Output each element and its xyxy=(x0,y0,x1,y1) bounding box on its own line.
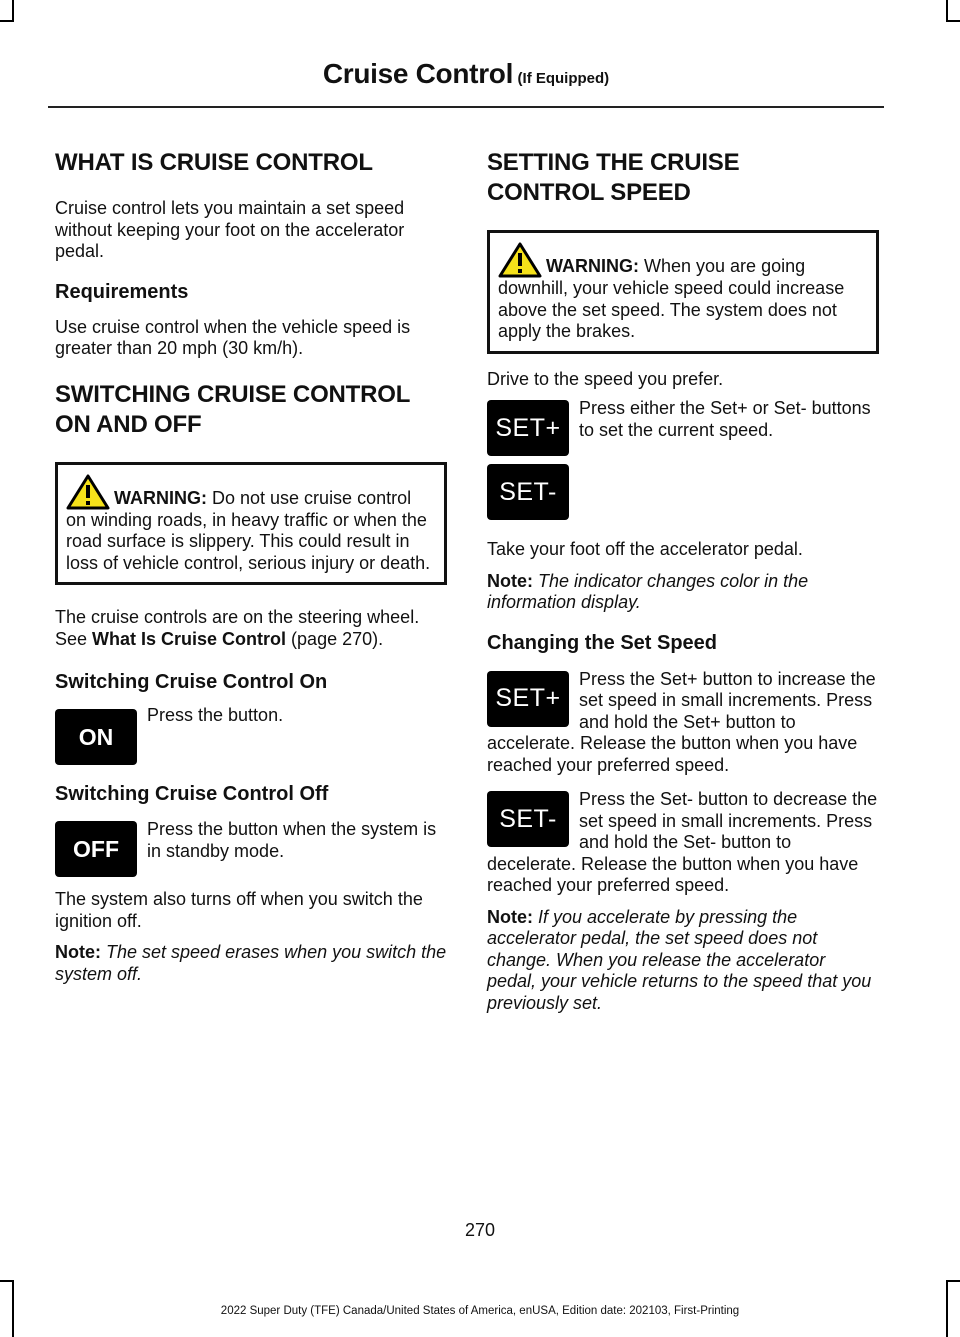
plus-text-content: Press the Set+ button to increase the set speed in small increments. Press and hold the Set+ button to accelerate. Release the button when you have reached your preferred speed. xyxy=(487,668,876,775)
right-column xyxy=(487,148,879,1014)
warning-box xyxy=(55,462,447,586)
note xyxy=(487,571,879,614)
requirements-text: Use cruise control when the vehicle speed is greater than 20 mph (30 km/h). xyxy=(55,316,411,358)
off-text: Press the button when the system is in standby mode. xyxy=(147,819,437,861)
note-label: Note: xyxy=(487,570,533,591)
left-column xyxy=(55,148,447,985)
ignition-text: The system also turns off when you switch the ignition off. xyxy=(55,889,423,931)
warning-label: WARNING: xyxy=(114,487,207,508)
warning-label: WARNING: xyxy=(546,256,639,276)
set-plus-row xyxy=(487,669,879,777)
set-minus-button-icon: SET- xyxy=(487,791,569,847)
drive-text: Drive to the speed you prefer. xyxy=(487,368,724,389)
crop-mark xyxy=(0,20,14,22)
switching-off-heading: Switching Cruise Control Off xyxy=(55,783,329,805)
crop-mark xyxy=(946,20,960,22)
section-heading-what-is: WHAT IS CRUISE CONTROL xyxy=(55,149,373,176)
minus-text-content: Press the Set- button to decrease the set speed in small increments. Press and hold the Set- button to decelerate. Release the button when you have reached your preferred speed. xyxy=(487,789,878,895)
crop-mark xyxy=(946,1280,960,1282)
section-heading-switching xyxy=(55,380,447,440)
setting-heading-line2: CONTROL SPEED xyxy=(487,179,691,206)
set-plus-button-icon: SET+ xyxy=(487,400,569,456)
page-subtitle: (If Equipped) xyxy=(517,70,610,87)
setting-heading-line1: SETTING THE CRUISE xyxy=(487,149,740,176)
requirements-heading: Requirements xyxy=(55,280,189,303)
on-button-icon: ON xyxy=(55,709,137,765)
set-buttons-row xyxy=(487,398,879,522)
crop-mark xyxy=(12,0,14,22)
warning-triangle-icon xyxy=(498,242,542,278)
note-text: If you accelerate by pressing the accelerator pedal, the set speed does not change. When you release the accelerator pedal, your vehicle returns to the speed that you previously set. xyxy=(487,906,872,1013)
what-is-text: Cruise control lets you maintain a set speed without keeping your foot on the accelerator pedal. xyxy=(55,198,405,261)
page-title: Cruise Control xyxy=(322,58,514,89)
set-minus-button-icon: SET- xyxy=(487,464,569,520)
switching-on-heading: Switching Cruise Control On xyxy=(55,671,328,693)
note xyxy=(55,942,447,985)
note-label: Note: xyxy=(55,942,101,962)
steering-text-main: The cruise controls are on the steering wheel. See xyxy=(55,607,420,649)
crop-mark xyxy=(946,0,948,22)
set-text: Press either the Set+ or Set- buttons to set the current speed. xyxy=(579,398,871,440)
page-header xyxy=(48,58,884,108)
off-button-row xyxy=(55,819,447,879)
warning-triangle-icon xyxy=(66,474,110,510)
crop-mark xyxy=(0,1280,14,1282)
warning-text: Do not use cruise control on winding roads, in heavy traffic or when the road surface is slippery. This could result in loss of vehicle control, serious injury or death. xyxy=(66,487,431,573)
set-plus-button-icon: SET+ xyxy=(487,671,569,727)
footer-text: 2022 Super Duty (TFE) Canada/United States of America, enUSA, Edition date: 202103, First-Printing xyxy=(220,1305,740,1317)
note-label: Note: xyxy=(487,906,533,927)
on-button-row xyxy=(55,705,447,765)
section-heading-setting xyxy=(487,148,879,208)
switching-heading-line2: ON AND OFF xyxy=(55,410,202,438)
foot-text: Take your foot off the accelerator pedal. xyxy=(487,539,803,559)
steering-page-ref: (page 270). xyxy=(286,628,384,649)
cross-reference-link[interactable]: What Is Cruise Control xyxy=(92,628,287,649)
off-button-icon: OFF xyxy=(55,821,137,877)
note-text: The set speed erases when you switch the system off. xyxy=(55,942,447,984)
note xyxy=(487,907,879,1015)
changing-heading: Changing the Set Speed xyxy=(487,631,718,654)
note-text: The indicator changes color in the information display. xyxy=(487,570,809,612)
warning-text: When you are going downhill, your vehicle speed could increase above the set speed. The system does not apply the brakes. xyxy=(498,256,845,341)
steering-text xyxy=(55,607,447,650)
on-text: Press the button. xyxy=(147,705,284,725)
switching-heading-line1: SWITCHING CRUISE CONTROL xyxy=(55,380,411,408)
page-number: 270 xyxy=(464,1220,496,1240)
warning-box xyxy=(487,230,879,354)
set-minus-row xyxy=(487,789,879,897)
